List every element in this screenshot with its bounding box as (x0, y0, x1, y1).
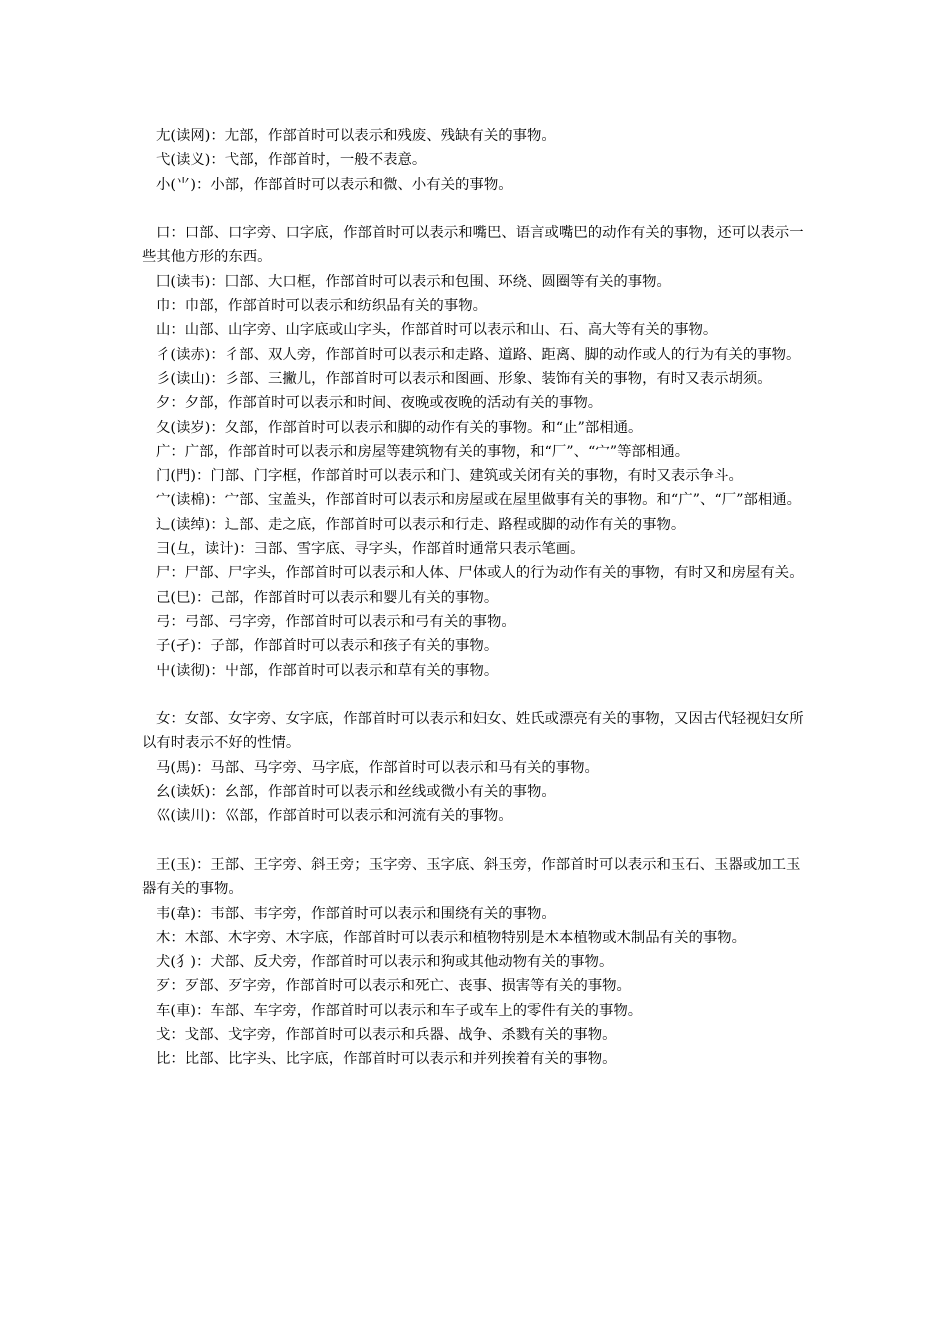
paragraph: 弓：弓部、弓字旁，作部首时可以表示和弓有关的事物。 (156, 613, 516, 630)
paragraph: 弋(读义)：弋部，作部首时，一般不表意。 (156, 152, 427, 169)
blank-line (142, 829, 810, 853)
blank-line (142, 683, 810, 707)
paragraph: 王(玉)：王部、王字旁、斜王旁；玉字旁、玉字底、斜玉旁，作部首时可以表示和玉石、玉器或加工玉器有关的事物。 (142, 856, 801, 898)
paragraph: 幺(读妖)：幺部，作部首时可以表示和丝线或微小有关的事物。 (156, 784, 556, 801)
paragraph: 小(⺌)：小部，作部首时可以表示和微、小有关的事物。 (156, 176, 513, 193)
paragraph: 子(孑)：子部，作部首时可以表示和孩子有关的事物。 (156, 638, 499, 655)
paragraph: 夂(读岁)：夂部，作部首时可以表示和脚的动作有关的事物。和“止”部相通。 (156, 419, 643, 436)
paragraph: 广：广部，作部首时可以表示和房屋等建筑物有关的事物，和“厂”、“宀”等部相通。 (156, 443, 690, 460)
paragraph: 门(門)：门部、门字框，作部首时可以表示和门、建筑或关闭有关的事物，有时又表示争斗。 (156, 468, 743, 485)
paragraph: 戈：戈部、戈字旁，作部首时可以表示和兵器、战争、杀戮有关的事物。 (156, 1026, 617, 1043)
paragraph: 歹：歹部、歹字旁，作部首时可以表示和死亡、丧事、损害等有关的事物。 (156, 978, 631, 995)
paragraph: 口：口部、口字旁、口字底，作部首时可以表示和嘴巴、语言或嘴巴的动作有关的事物，还可以表示一些其他方形的东西。 (142, 225, 804, 266)
paragraph: 巛(读川)：巛部，作部首时可以表示和河流有关的事物。 (156, 808, 513, 825)
paragraph: 韦(韋)：韦部、韦字旁，作部首时可以表示和围绕有关的事物。 (156, 905, 556, 922)
paragraph: 女：女部、女字旁、女字底，作部首时可以表示和妇女、姓氏或漂亮有关的事物，又因古代轻视妇女所以有时表示不好的性情。 (142, 711, 804, 752)
paragraph: 夕：夕部，作部首时可以表示和时间、夜晚或夜晚的活动有关的事物。 (156, 395, 603, 412)
paragraph: 辶(读绰)：辶部、走之底，作部首时可以表示和行走、路程或脚的动作有关的事物。 (156, 516, 686, 533)
paragraph: 比：比部、比字头、比字底，作部首时可以表示和并列挨着有关的事物。 (156, 1051, 617, 1068)
paragraph: 木：木部、木字旁、木字底，作部首时可以表示和植物特别是木本植物或木制品有关的事物。 (156, 929, 747, 946)
paragraph: 己(巳)：己部，作部首时可以表示和婴儿有关的事物。 (156, 589, 499, 606)
document-body (142, 124, 810, 1072)
paragraph: 山：山部、山字旁、山字底或山字头，作部首时可以表示和山、石、高大等有关的事物。 (156, 322, 718, 339)
paragraph: 犬(犭)：犬部、反犬旁，作部首时可以表示和狗或其他动物有关的事物。 (156, 954, 614, 971)
paragraph: 车(車)：车部、车字旁，作部首时可以表示和车子或车上的零件有关的事物。 (156, 1002, 643, 1019)
paragraph: 巾：巾部，作部首时可以表示和纺织品有关的事物。 (156, 298, 487, 315)
paragraph: 彡(读山)：彡部、三撇儿，作部首时可以表示和图画、形象、装饰有关的事物，有时又表示胡须。 (156, 370, 772, 387)
paragraph: 尢(读网)：尢部，作部首时可以表示和残废、残缺有关的事物。 (156, 128, 556, 144)
blank-line (142, 197, 810, 221)
paragraph: 囗(读韦)：囗部、大口框，作部首时可以表示和包围、环绕、圆圈等有关的事物。 (156, 273, 671, 290)
paragraph: 宀(读棉)：宀部、宝盖头，作部首时可以表示和房屋或在屋里做事有关的事物。和“广”、“厂”部相通。 (156, 492, 802, 509)
paragraph: 屮(读彻)：屮部，作部首时可以表示和草有关的事物。 (156, 662, 499, 679)
paragraph: 彐(彑，读计)：彐部、雪字底、寻字头，作部首时通常只表示笔画。 (156, 541, 585, 558)
paragraph: 马(馬)：马部、马字旁、马字底，作部首时可以表示和马有关的事物。 (156, 759, 599, 776)
paragraph: 彳(读赤)：彳部、双人旁，作部首时可以表示和走路、道路、距离、脚的动作或人的行为有关的事物。 (156, 346, 801, 363)
paragraph: 尸：尸部、尸字头，作部首时可以表示和人体、尸体或人的行为动作有关的事物，有时又和房屋有关。 (156, 565, 804, 582)
